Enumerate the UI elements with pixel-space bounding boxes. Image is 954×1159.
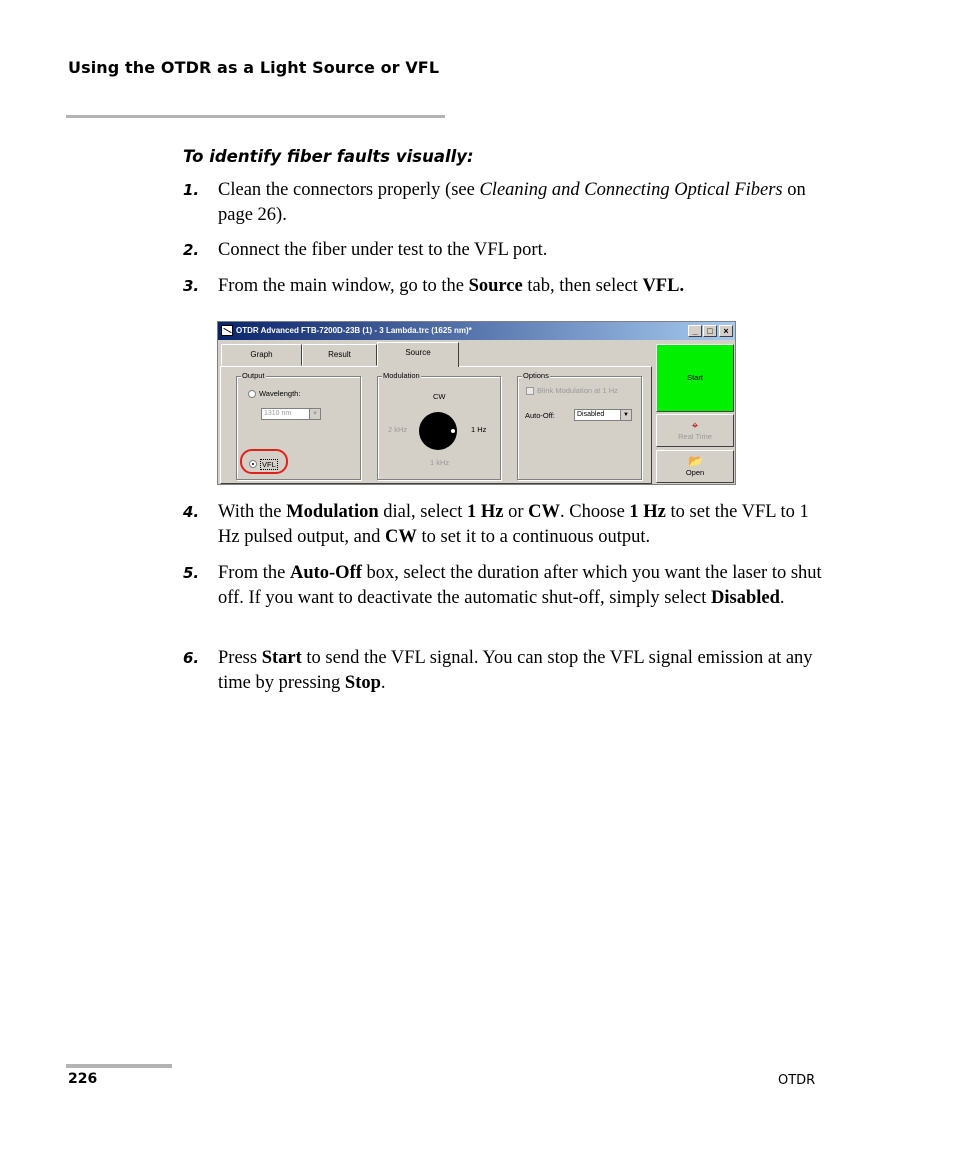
auto-off-select[interactable]: Disabled ▼: [574, 409, 632, 421]
highlight-circle: [240, 449, 288, 474]
footer-product: OTDR: [778, 1073, 816, 1088]
output-group: [236, 371, 361, 480]
procedure-title: To identify fiber faults visually:: [183, 147, 474, 166]
step-text: Clean the connectors properly (see Cleaning and Connecting Optical Fibers on page 26).: [218, 180, 806, 225]
real-time-button[interactable]: ⌖ Real Time: [656, 414, 734, 447]
minimize-button[interactable]: _: [688, 325, 702, 337]
step-number: 3.: [183, 277, 200, 295]
step-number: 4.: [183, 503, 200, 521]
dial-indicator: [451, 429, 455, 433]
step-text: From the Auto-Off box, select the duration after which you want the laser to shut off. If you want to deactivate the automatic shut-off, simply select Disabled.: [218, 563, 822, 608]
header-rule: [66, 115, 445, 118]
cw-label: CW: [433, 392, 446, 401]
auto-off-label: Auto-Off:: [525, 411, 555, 420]
tab-result[interactable]: Result: [302, 344, 377, 366]
folder-open-icon: 📂: [688, 454, 703, 468]
vfl-label: VFL: [262, 460, 276, 469]
step-number: 1.: [183, 181, 200, 199]
blink-label: Blink Modulation at 1 Hz: [537, 386, 618, 395]
wavelength-select[interactable]: 1310 nm ▼: [261, 408, 321, 420]
step-number: 5.: [183, 564, 200, 582]
options-group: [517, 371, 642, 480]
step-text: Connect the fiber under test to the VFL port.: [218, 240, 548, 260]
source-tab-panel: [220, 366, 652, 484]
maximize-button[interactable]: □: [703, 325, 717, 337]
2khz-label: 2 kHz: [388, 425, 408, 434]
chevron-down-icon: ▼: [309, 409, 320, 419]
modulation-group-label: Modulation: [383, 371, 420, 380]
crosshair-icon: ⌖: [691, 418, 699, 432]
tab-source[interactable]: Source: [377, 342, 459, 367]
blink-checkbox[interactable]: [526, 387, 534, 395]
output-group-label: Output: [242, 371, 265, 380]
otdr-window-screenshot: [217, 321, 736, 485]
step-number: 2.: [183, 241, 200, 259]
chevron-down-icon: ▼: [620, 410, 631, 420]
modulation-group: [377, 371, 501, 480]
app-icon: [221, 325, 233, 336]
start-button[interactable]: Start: [656, 344, 734, 412]
step-text: From the main window, go to the Source tab, then select VFL.: [218, 276, 685, 296]
1khz-label: 1 kHz: [430, 458, 450, 467]
open-button[interactable]: 📂 Open: [656, 450, 734, 483]
close-button[interactable]: ×: [719, 325, 733, 337]
step-number: 6.: [183, 649, 200, 667]
page-number: 226: [68, 1071, 98, 1087]
step-text: Press Start to send the VFL signal. You can stop the VFL signal emission at any time by pressing Stop.: [218, 648, 813, 693]
wavelength-label: Wavelength:: [259, 389, 301, 398]
options-group-label: Options: [523, 371, 549, 380]
footer-rule: [66, 1064, 172, 1068]
1hz-label: 1 Hz: [471, 425, 487, 434]
tab-graph[interactable]: Graph: [221, 344, 302, 366]
running-header: Using the OTDR as a Light Source or VFL: [68, 58, 440, 77]
wavelength-radio[interactable]: [248, 390, 256, 398]
modulation-dial[interactable]: [419, 412, 457, 450]
step-text: With the Modulation dial, select 1 Hz or CW. Choose 1 Hz to set the VFL to 1 Hz pulsed output, and CW to set it to a continuous output.: [218, 502, 809, 547]
window-titlebar: [218, 322, 735, 340]
window-title: OTDR Advanced FTB-7200D-23B (1) - 3 Lambda.trc (1625 nm)*: [236, 326, 472, 335]
